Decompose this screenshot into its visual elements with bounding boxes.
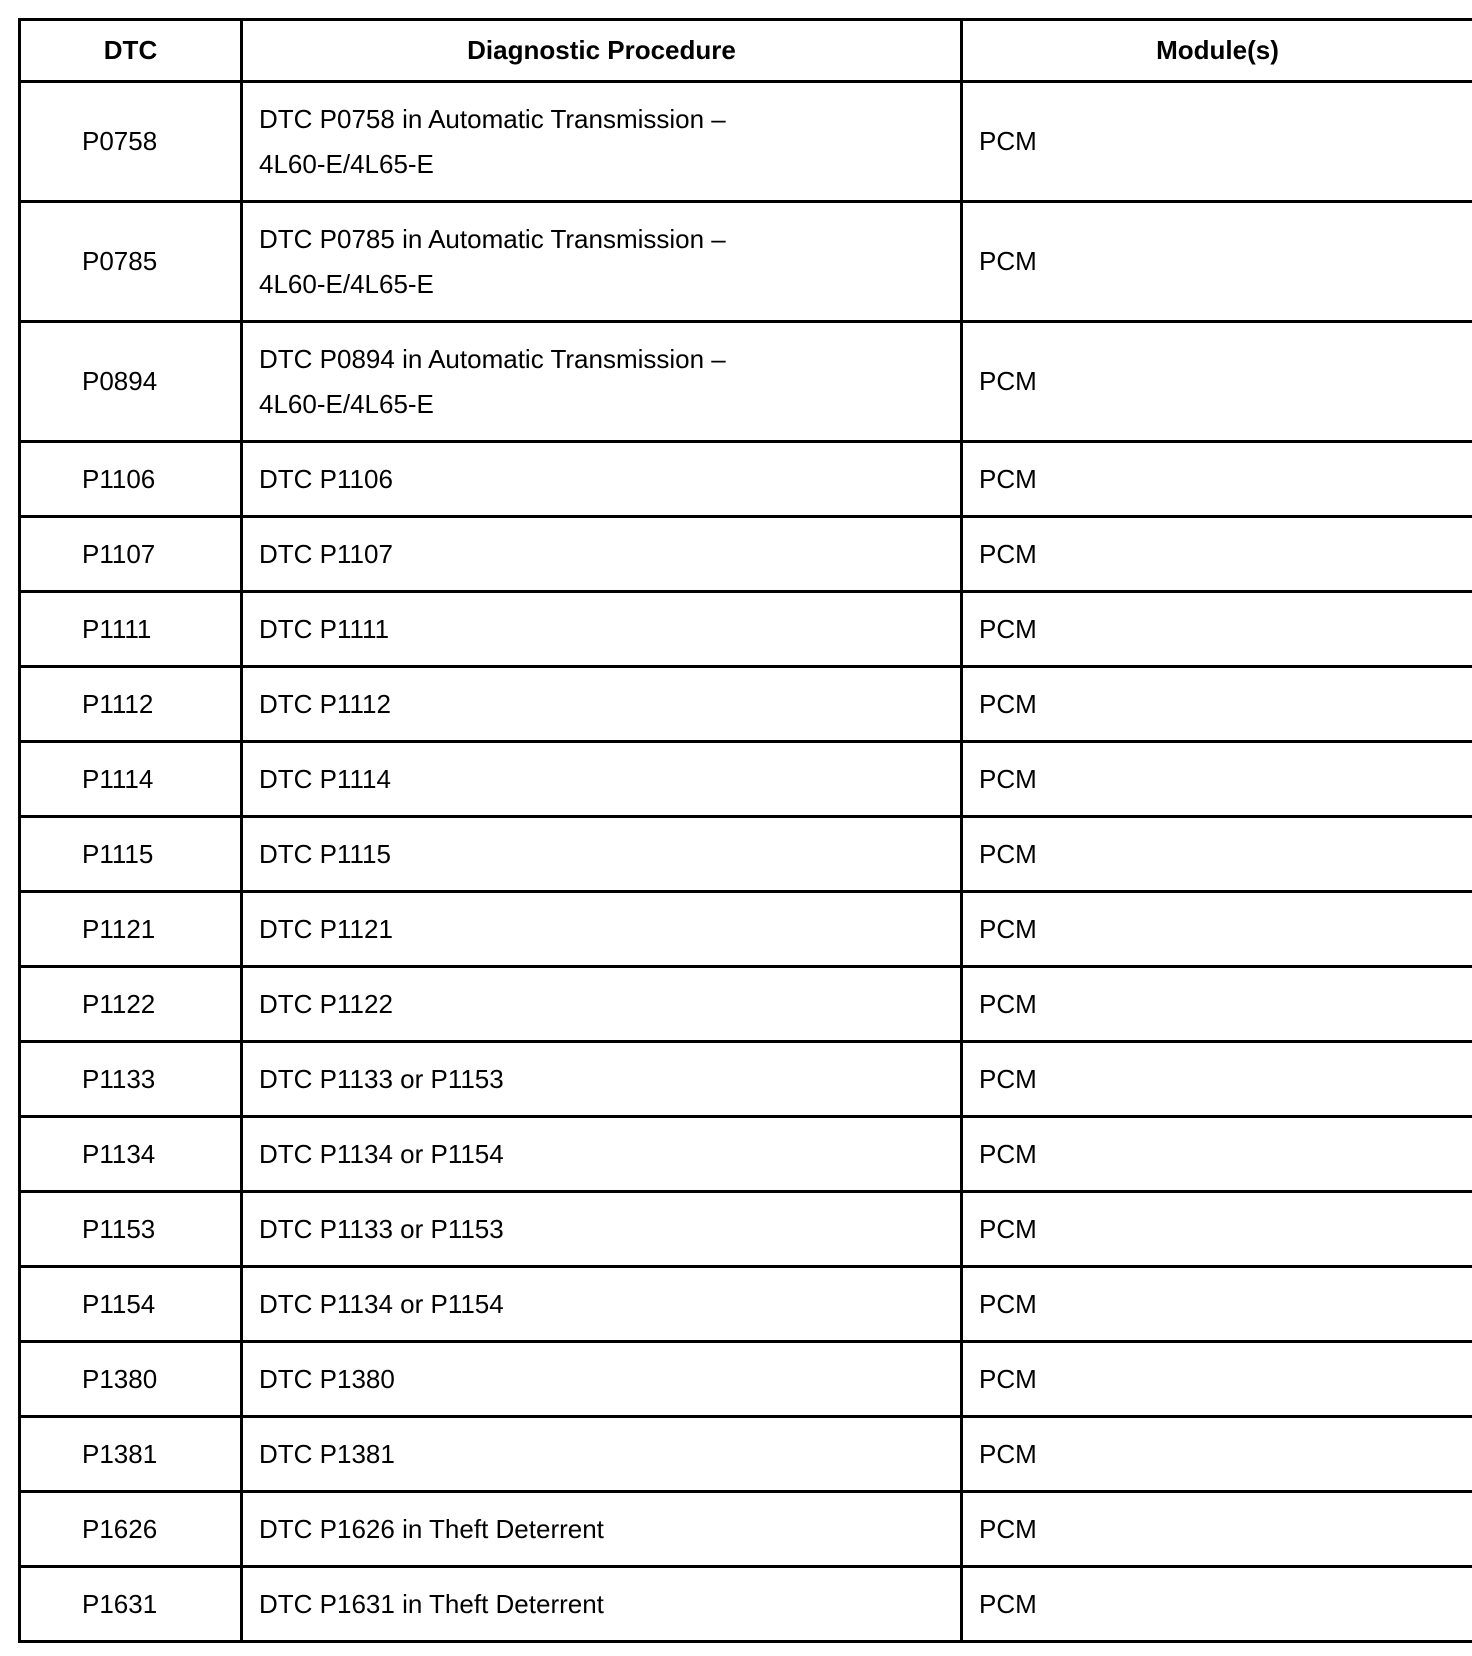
- procedure-line: DTC P1133 or P1153: [259, 1063, 504, 1094]
- procedure-line: DTC P1380: [259, 1363, 395, 1394]
- modules-cell: PCM: [962, 892, 1472, 967]
- table-row: [20, 1192, 1472, 1267]
- table-row: [20, 592, 1472, 667]
- dtc-code-cell: P1121: [20, 892, 242, 967]
- modules-cell: PCM: [962, 667, 1472, 742]
- modules-cell: PCM: [962, 1267, 1472, 1342]
- procedure-line: DTC P1381: [259, 1438, 395, 1469]
- procedure-line: DTC P1114: [259, 763, 391, 794]
- dtc-code-cell: P1106: [20, 442, 242, 517]
- diagnostic-procedure-cell: [242, 967, 962, 1042]
- modules-cell: PCM: [962, 1042, 1472, 1117]
- dtc-code-cell: P0894: [20, 322, 242, 442]
- header-row: [20, 20, 1472, 82]
- dtc-code-cell: P1154: [20, 1267, 242, 1342]
- dtc-code-cell: P1631: [20, 1567, 242, 1642]
- diagnostic-procedure-cell: [242, 667, 962, 742]
- diagnostic-procedure-cell: [242, 1342, 962, 1417]
- dtc-code-cell: P1107: [20, 517, 242, 592]
- modules-cell: PCM: [962, 742, 1472, 817]
- table-row: [20, 442, 1472, 517]
- procedure-line: DTC P0894 in Automatic Transmission –: [259, 343, 726, 374]
- procedure-line: DTC P1134 or P1154: [259, 1138, 504, 1169]
- table-row: [20, 202, 1472, 322]
- dtc-code-cell: P0758: [20, 82, 242, 202]
- diagnostic-procedure-cell: [242, 1492, 962, 1567]
- procedure-line: DTC P0785 in Automatic Transmission –: [259, 223, 726, 254]
- dtc-code-cell: P1380: [20, 1342, 242, 1417]
- header-dtc: DTC: [20, 20, 242, 82]
- diagnostic-procedure-cell: [242, 1417, 962, 1492]
- procedure-line: DTC P0758 in Automatic Transmission –: [259, 103, 726, 134]
- dtc-code-cell: P1112: [20, 667, 242, 742]
- modules-cell: PCM: [962, 442, 1472, 517]
- table-row: [20, 817, 1472, 892]
- procedure-line: DTC P1121: [259, 913, 393, 944]
- dtc-code-cell: P0785: [20, 202, 242, 322]
- dtc-code-cell: P1381: [20, 1417, 242, 1492]
- procedure-line: DTC P1106: [259, 463, 393, 494]
- modules-cell: PCM: [962, 967, 1472, 1042]
- dtc-code-cell: P1122: [20, 967, 242, 1042]
- table-row: [20, 82, 1472, 202]
- procedure-line: DTC P1115: [259, 838, 391, 869]
- table-header: [20, 20, 1472, 82]
- table-row: [20, 322, 1472, 442]
- table-row: [20, 1267, 1472, 1342]
- diagnostic-procedure-cell: [242, 202, 962, 322]
- modules-cell: PCM: [962, 202, 1472, 322]
- table-body: [20, 82, 1472, 1642]
- table-row: [20, 1042, 1472, 1117]
- diagnostic-procedure-cell: [242, 82, 962, 202]
- procedure-line: DTC P1631 in Theft Deterrent: [259, 1588, 604, 1619]
- table-row: [20, 1567, 1472, 1642]
- diagnostic-procedure-cell: [242, 517, 962, 592]
- diagnostic-procedure-cell: [242, 592, 962, 667]
- diagnostic-procedure-cell: [242, 1267, 962, 1342]
- diagnostic-procedure-cell: [242, 322, 962, 442]
- procedure-line: DTC P1107: [259, 538, 393, 569]
- dtc-code-cell: P1626: [20, 1492, 242, 1567]
- modules-cell: PCM: [962, 1117, 1472, 1192]
- modules-cell: PCM: [962, 517, 1472, 592]
- procedure-line: DTC P1134 or P1154: [259, 1288, 504, 1319]
- diagnostic-procedure-cell: [242, 442, 962, 517]
- header-diagnostic-procedure: Diagnostic Procedure: [242, 20, 962, 82]
- diagnostic-procedure-cell: [242, 1042, 962, 1117]
- modules-cell: PCM: [962, 1342, 1472, 1417]
- dtc-code-cell: P1111: [20, 592, 242, 667]
- table-row: [20, 1417, 1472, 1492]
- procedure-line: 4L60-E/4L65-E: [259, 388, 434, 419]
- diagnostic-procedure-cell: [242, 1192, 962, 1267]
- table-row: [20, 1492, 1472, 1567]
- diagnostic-procedure-cell: [242, 742, 962, 817]
- table-row: [20, 1342, 1472, 1417]
- modules-cell: PCM: [962, 1492, 1472, 1567]
- procedure-line: DTC P1133 or P1153: [259, 1213, 504, 1244]
- dtc-code-cell: P1153: [20, 1192, 242, 1267]
- dtc-code-cell: P1134: [20, 1117, 242, 1192]
- procedure-line: 4L60-E/4L65-E: [259, 268, 434, 299]
- table-row: [20, 892, 1472, 967]
- dtc-code-cell: P1133: [20, 1042, 242, 1117]
- table-row: [20, 967, 1472, 1042]
- table-row: [20, 1117, 1472, 1192]
- procedure-line: DTC P1111: [259, 613, 390, 644]
- modules-cell: PCM: [962, 1417, 1472, 1492]
- dtc-code-cell: P1114: [20, 742, 242, 817]
- dtc-code-cell: P1115: [20, 817, 242, 892]
- procedure-line: DTC P1112: [259, 688, 391, 719]
- table-row: [20, 742, 1472, 817]
- dtc-table: [18, 18, 1472, 1643]
- header-modules: Module(s): [962, 20, 1472, 82]
- diagnostic-procedure-cell: [242, 817, 962, 892]
- modules-cell: PCM: [962, 1567, 1472, 1642]
- table-row: [20, 517, 1472, 592]
- procedure-line: 4L60-E/4L65-E: [259, 148, 434, 179]
- procedure-line: DTC P1122: [259, 988, 393, 1019]
- modules-cell: PCM: [962, 82, 1472, 202]
- modules-cell: PCM: [962, 322, 1472, 442]
- diagnostic-procedure-cell: [242, 892, 962, 967]
- diagnostic-procedure-cell: [242, 1567, 962, 1642]
- modules-cell: PCM: [962, 1192, 1472, 1267]
- procedure-line: DTC P1626 in Theft Deterrent: [259, 1513, 604, 1544]
- table-row: [20, 667, 1472, 742]
- modules-cell: PCM: [962, 817, 1472, 892]
- diagnostic-procedure-cell: [242, 1117, 962, 1192]
- modules-cell: PCM: [962, 592, 1472, 667]
